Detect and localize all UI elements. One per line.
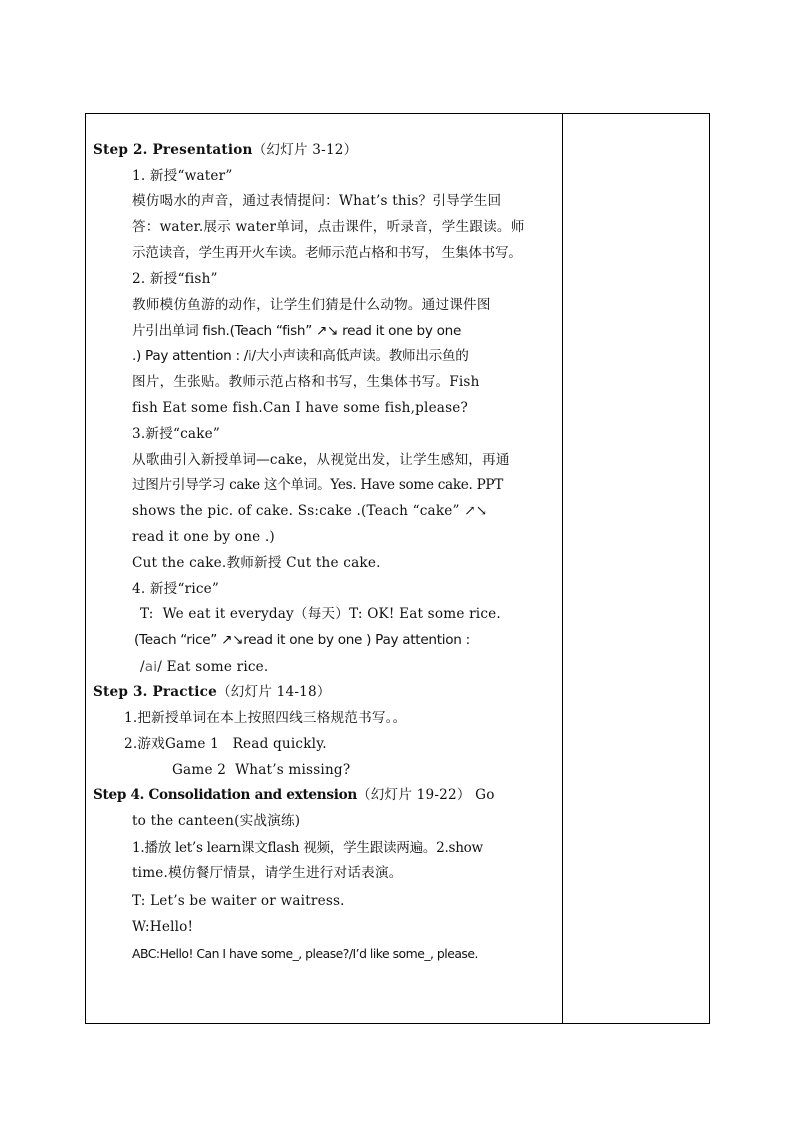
water-title: 1. 新授“water” bbox=[132, 168, 233, 184]
step3-heading: Step 3. Practice bbox=[93, 684, 217, 700]
step4-line-2: 1.播放 let’s learn课文flash 视频，学生跟读两遍。2.show bbox=[132, 840, 483, 856]
step2-heading-suffix: （幻灯片 3-12） bbox=[252, 142, 358, 158]
water-line-2: 答：water.展示 water单词，点击课件，听录音，学生跟读。师 bbox=[132, 219, 525, 235]
cake-line-5: Cut the cake.教师新授 Cut the cake. bbox=[132, 555, 381, 571]
step4-line-6: ABC:Hello! Can I have some_, please?/I’d like some_, please. bbox=[132, 946, 478, 961]
rice-line-3 bbox=[140, 658, 268, 676]
cake-line-3: shows the pic. of cake. Ss:cake .(Teach “cake” ↗↘ bbox=[132, 503, 488, 519]
step2-heading: Step 2. Presentation bbox=[93, 142, 253, 158]
rice-line-2: (Teach “rice” ↗↘read it one by one ) Pay attention : bbox=[134, 632, 470, 648]
fish-line-3-c: /大小声读和高低声读。教师出示鱼的 bbox=[251, 348, 469, 364]
cake-title: 3.新授“cake” bbox=[132, 426, 221, 442]
fish-line-3-a: .) Pay attention : / bbox=[132, 348, 249, 364]
fish-title: 2. 新授“fish” bbox=[132, 271, 218, 287]
step3-heading-suffix: （幻灯片 14-18） bbox=[216, 684, 331, 700]
fish-phonetic: i bbox=[248, 348, 252, 364]
step3-line-1: 1.把新授单词在本上按照四线三格规范书写。。 bbox=[124, 710, 407, 726]
fish-line-4: 图片，生张贴。教师示范占格和书写，生集体书写。Fish bbox=[132, 374, 480, 390]
step2-heading-row bbox=[93, 141, 357, 159]
step3-line-2: 2.游戏Game 1 Read quickly. bbox=[124, 736, 327, 752]
fish-line-5: fish Eat some fish.Can I have some fish,please? bbox=[132, 400, 469, 416]
step4-line-5: W:Hello! bbox=[132, 919, 194, 935]
cake-line-4: read it one by one .) bbox=[132, 529, 275, 545]
step4-line-3: time.模仿餐厅情景，请学生进行对话表演。 bbox=[132, 865, 403, 881]
fish-line-1: 教师模仿鱼游的动作，让学生们猜是什么动物。通过课件图 bbox=[132, 297, 491, 313]
rice-line-3-a: / bbox=[140, 659, 145, 675]
rice-line-1: T: We eat it everyday（每天）T: OK! Eat some rice. bbox=[140, 606, 501, 622]
rice-title: 4. 新授“rice” bbox=[132, 581, 220, 597]
step3-heading-row bbox=[93, 683, 331, 701]
step4-heading-row bbox=[93, 786, 495, 804]
fish-line-2: 片引出单词 fish.(Teach “fish” ↗↘ read it one by one bbox=[132, 323, 462, 339]
cake-line-1: 从歌曲引入新授单词—cake，从视觉出发，让学生感知，再通 bbox=[132, 452, 510, 468]
step4-line-4: T: Let’s be waiter or waitress. bbox=[132, 893, 345, 909]
rice-line-3-c: / Eat some rice. bbox=[157, 659, 269, 675]
table-column-divider bbox=[562, 113, 563, 1024]
rice-phonetic: ai bbox=[144, 659, 158, 675]
water-line-1: 模仿喝水的声音，通过表情提问：What’s this？引导学生回 bbox=[132, 193, 502, 209]
step4-heading: Step 4. Consolidation and extension bbox=[93, 787, 357, 803]
fish-line-3 bbox=[132, 347, 469, 365]
step3-line-3: Game 2 What’s missing? bbox=[172, 762, 351, 778]
step4-heading-suffix: （幻灯片 19-22） Go bbox=[356, 787, 495, 803]
step4-line-1: to the canteen(实战演练) bbox=[132, 813, 301, 829]
cake-line-2: 过图片引导学习 cake 这个单词。Yes. Have some cake. PPT bbox=[132, 477, 504, 493]
water-line-3: 示范读音，学生再开火车读。老师示范占格和书写， 生集体书写。 bbox=[132, 245, 522, 261]
